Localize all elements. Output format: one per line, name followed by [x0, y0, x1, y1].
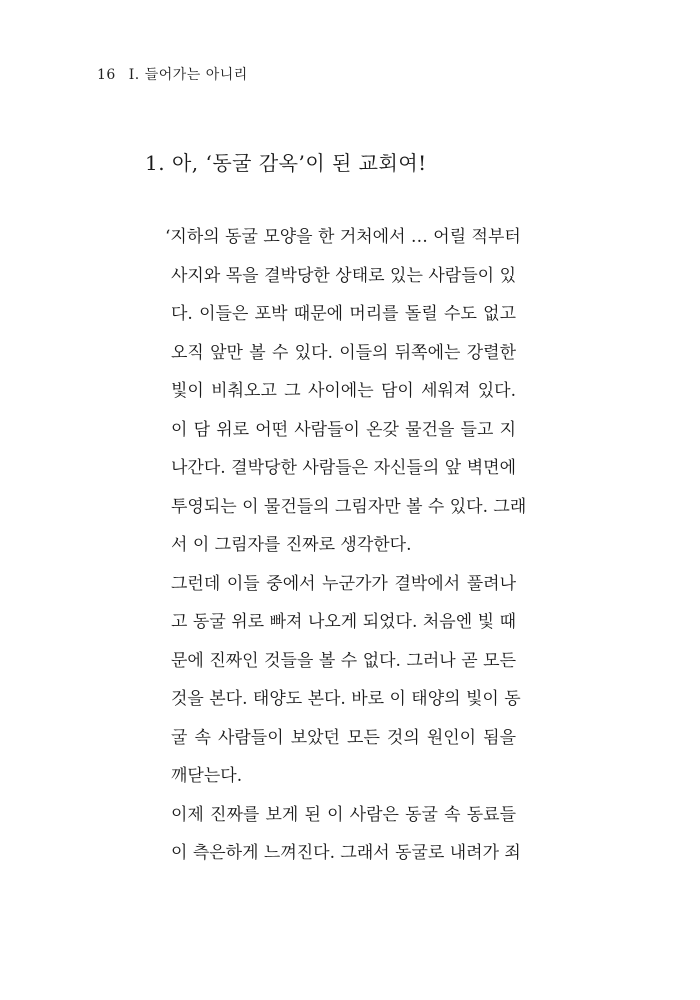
text-line: 사지와 목을 결박당한 상태로 있는 사람들이 있 — [171, 265, 516, 286]
text-line: 그런데 이들 중에서 누군가가 결박에서 풀려나 — [171, 573, 516, 594]
text-line: 나간다. 결박당한 사람들은 자신들의 앞 벽면에 — [171, 458, 516, 478]
text-line: 깨닫는다. — [171, 766, 243, 786]
text-line: 서 이 그림자를 진짜로 생각한다. — [171, 535, 412, 555]
text-line: 굴 속 사람들이 보았던 모든 것의 원인이 됨을 — [171, 727, 516, 748]
text-line: 오직 앞만 볼 수 있다. 이들의 뒤쪽에는 강렬한 — [171, 342, 516, 363]
page-number: 16 — [97, 67, 116, 83]
section-title: 1. 아, ‘동굴 감옥’이 된 교회여! — [145, 151, 427, 175]
text-line: 고 동굴 위로 빠져 나오게 되었다. 처음엔 빛 때 — [171, 612, 516, 632]
text-line: ‘지하의 동굴 모양을 한 거처에서 … 어릴 적부터 — [165, 227, 521, 247]
text-line: 이제 진짜를 보게 된 이 사람은 동굴 속 동료들 — [171, 804, 516, 825]
running-title: I. 들어가는 아니리 — [128, 67, 248, 83]
text-line: 빛이 비춰오고 그 사이에는 담이 세워져 있다. — [171, 381, 516, 401]
text-line: 문에 진짜인 것들을 볼 수 없다. 그러나 곧 모든 — [171, 650, 516, 671]
text-line: 다. 이들은 포박 때문에 머리를 돌릴 수도 없고 — [171, 304, 516, 324]
text-line: 것을 본다. 태양도 본다. 바로 이 태양의 빛이 동 — [171, 689, 521, 709]
text-line: 이 담 위로 어떤 사람들이 온갖 물건을 들고 지 — [171, 419, 516, 440]
text-line: 투영되는 이 물건들의 그림자만 볼 수 있다. 그래 — [171, 496, 527, 517]
quote-block — [165, 218, 527, 873]
running-header — [97, 64, 248, 84]
text-line: 이 측은하게 느껴진다. 그래서 동굴로 내려가 죄 — [171, 843, 521, 863]
